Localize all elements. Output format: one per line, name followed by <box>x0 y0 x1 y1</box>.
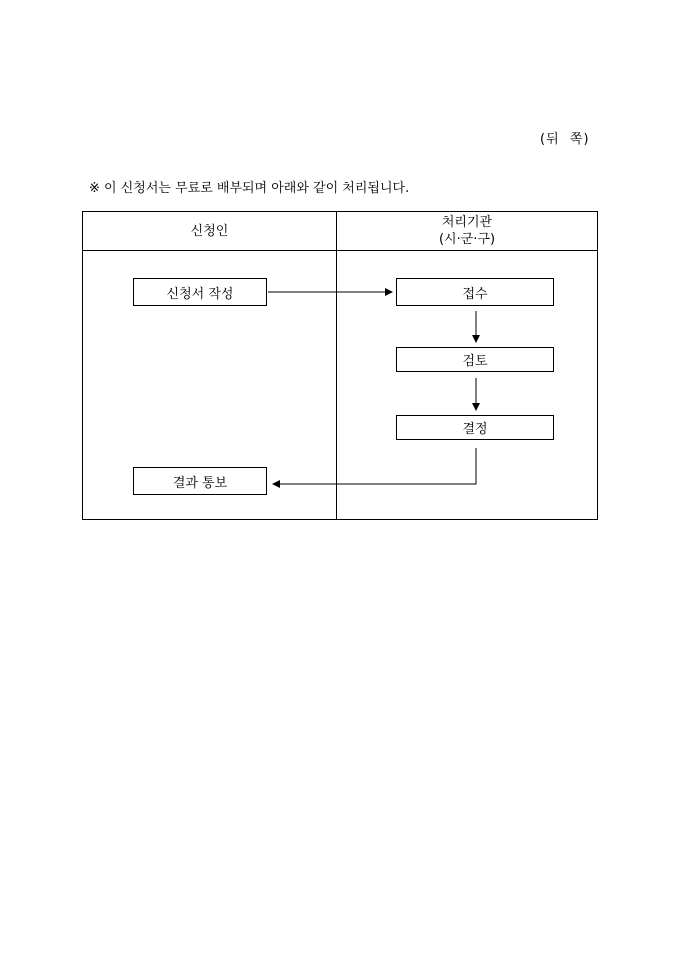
step-decision-label: 결정 <box>462 422 488 437</box>
page-side-label: (뒤 쪽) <box>540 132 590 147</box>
step-write-application-label: 신청서 작성 <box>166 286 234 302</box>
step-review-label: 검토 <box>462 354 488 369</box>
step-result-notice-label: 결과 통보 <box>172 475 228 491</box>
arrow-decision-to-result <box>273 448 476 484</box>
agency-subheader-label: (시·군·구) <box>438 232 496 247</box>
process-flow-table <box>82 211 598 520</box>
step-receipt-label: 접수 <box>462 286 488 302</box>
applicant-header-label: 신청인 <box>190 223 229 239</box>
flow-arrows <box>83 212 599 521</box>
agency-header-label: 처리기관 <box>441 215 493 230</box>
notice-text: ※ 이 신청서는 무료로 배부되며 아래와 같이 처리됩니다. <box>89 181 410 196</box>
